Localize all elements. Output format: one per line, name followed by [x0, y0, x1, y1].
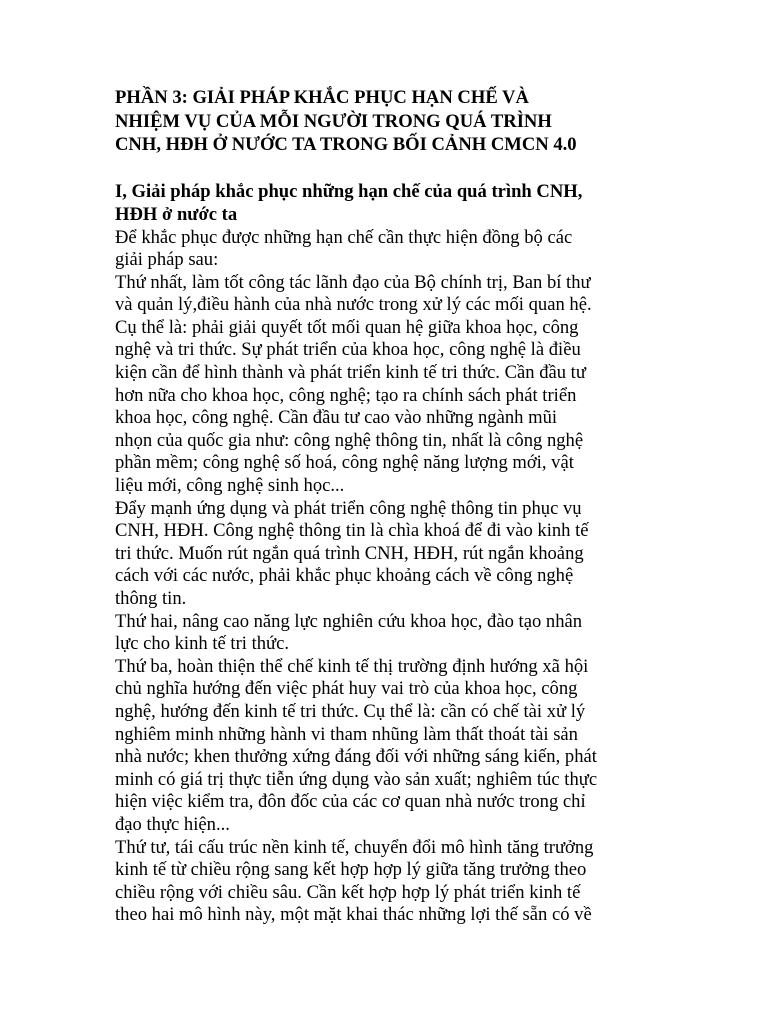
section-title-line: I, Giải pháp khắc phục những hạn chế của quá trình CNH,	[115, 180, 583, 202]
body-line: nghệ và tri thức. Sự phát triển của khoa học, công nghệ là điều	[115, 339, 581, 361]
document-page	[115, 86, 675, 927]
body-line: liệu mới, công nghệ sinh học...	[115, 475, 345, 497]
body-line: nhà nước; khen thưởng xứng đáng đối với những sáng kiến, phát	[115, 746, 597, 768]
part-heading	[115, 86, 675, 157]
body-line: Đẩy mạnh ứng dụng và phát triển công nghệ thông tin phục vụ	[115, 497, 582, 519]
section-title	[115, 180, 675, 227]
body-line: hiện việc kiểm tra, đôn đốc của các cơ quan nhà nước trong chỉ	[115, 791, 586, 813]
heading-line: NHIỆM VỤ CỦA MỖI NGƯỜI TRONG QUÁ TRÌNH	[115, 110, 552, 132]
body-text	[115, 227, 675, 927]
body-line: và quản lý,điều hành của nhà nước trong xử lý các mối quan hệ.	[115, 294, 592, 316]
body-line: tri thức. Muốn rút ngắn quá trình CNH, HĐH, rút ngắn khoảng	[115, 542, 584, 564]
body-line: kiện cần để hình thành và phát triển kinh tế tri thức. Cần đầu tư	[115, 362, 586, 384]
body-line: thông tin.	[115, 588, 187, 609]
body-line: Thứ ba, hoàn thiện thể chế kinh tế thị trường định hướng xã hội	[115, 655, 589, 677]
body-line: Thứ hai, nâng cao năng lực nghiên cứu khoa học, đào tạo nhân	[115, 610, 583, 632]
body-line: kinh tế từ chiều rộng sang kết hợp hợp lý giữa tăng trưởng theo	[115, 859, 587, 881]
body-line: đạo thực hiện...	[115, 813, 230, 835]
heading-line: PHẦN 3: GIẢI PHÁP KHẮC PHỤC HẠN CHẾ VÀ	[115, 87, 529, 108]
body-line: Thứ tư, tái cấu trúc nền kinh tế, chuyển đổi mô hình tăng trưởng	[115, 836, 594, 858]
body-line: CNH, HĐH. Công nghệ thông tin là chìa khoá để đi vào kinh tế	[115, 520, 589, 542]
body-line: giải pháp sau:	[115, 249, 219, 271]
body-line: lực cho kinh tế tri thức.	[115, 633, 290, 655]
section-title-line: HĐH ở nước ta	[115, 204, 238, 225]
body-line: khoa học, công nghệ. Cần đầu tư cao vào những ngành mũi	[115, 407, 558, 429]
body-line: nhọn của quốc gia như: công nghệ thông tin, nhất là công nghệ	[115, 429, 584, 451]
heading-line: CNH, HĐH Ở NƯỚC TA TRONG BỐI CẢNH CMCN 4.0	[115, 134, 577, 155]
body-line: phần mềm; công nghệ số hoá, công nghệ năng lượng mới, vật	[115, 452, 574, 474]
body-line: hơn nữa cho khoa học, công nghệ; tạo ra chính sách phát triển	[115, 384, 577, 406]
body-line: chủ nghĩa hướng đến việc phát huy vai trò của khoa học, công	[115, 678, 578, 700]
body-line: Để khắc phục được những hạn chế cần thực hiện đồng bộ các	[115, 226, 573, 248]
body-line: nghệ, hướng đến kinh tế tri thức. Cụ thể là: cần có chế tài xử lý	[115, 700, 586, 722]
body-line: chiều rộng với chiều sâu. Cần kết hợp hợp lý phát triển kinh tế	[115, 881, 581, 903]
body-line: theo hai mô hình này, một mặt khai thác những lợi thế sẵn có về	[115, 904, 592, 926]
body-line: cách với các nước, phải khắc phục khoảng cách về công nghệ	[115, 565, 574, 587]
body-line: minh có giá trị thực tiễn ứng dụng vào sản xuất; nghiêm túc thực	[115, 768, 598, 790]
body-line: Cụ thể là: phải giải quyết tốt mối quan hệ giữa khoa học, công	[115, 316, 579, 338]
body-line: Thứ nhất, làm tốt công tác lãnh đạo của Bộ chính trị, Ban bí thư	[115, 271, 591, 293]
body-line: nghiêm minh những hành vi tham nhũng làm thất thoát tài sản	[115, 723, 578, 745]
